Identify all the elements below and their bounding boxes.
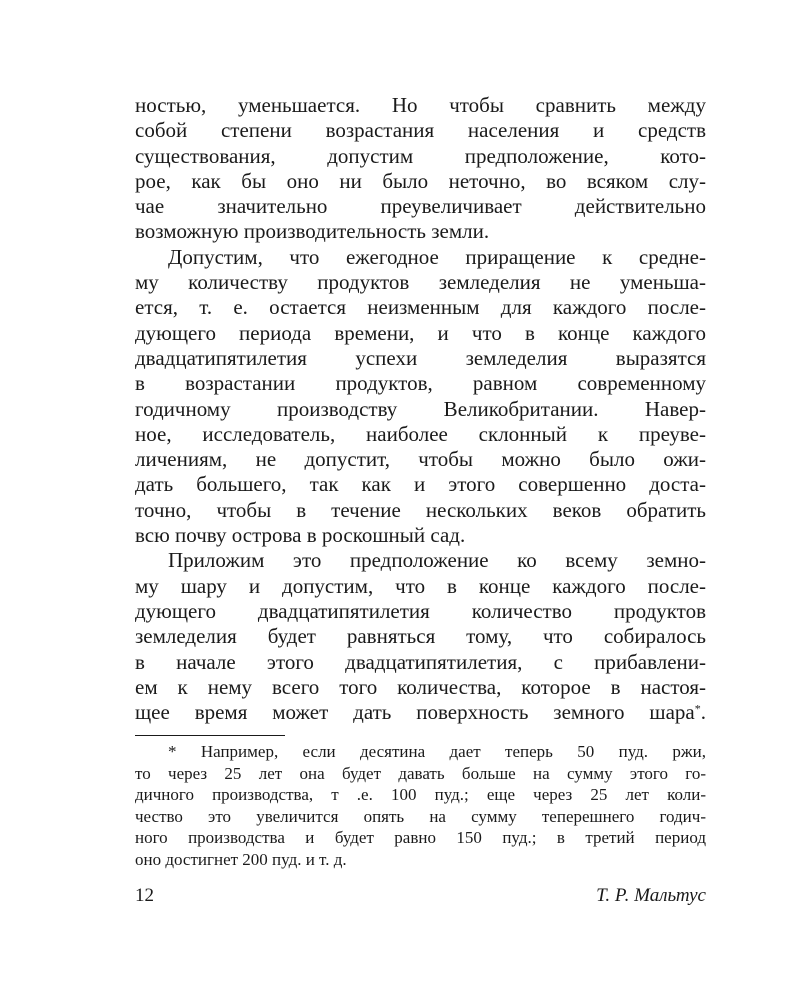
- book-page: [135, 93, 706, 870]
- footnote-line: * Например, если десятина дает теперь 50 пуд. ржи,: [168, 742, 706, 762]
- footnote-reference-mark: *: [694, 701, 701, 716]
- footnote-line: то через 25 лет она будет давать больше на сумму этого го-: [135, 763, 706, 783]
- footnote: [135, 741, 706, 870]
- text-line-content: щее время может дать поверхность земного шара: [135, 700, 695, 725]
- text-line: в возрастании продуктов, равном современному: [135, 371, 706, 396]
- text-line: в начале этого двадцатипятилетия, с прибавлени-: [135, 649, 706, 674]
- text-line: дать большего, так как и этого совершенно доста-: [135, 472, 706, 497]
- footnote-line: дичного производства, т .е. 100 пуд.; еще через 25 лет коли-: [135, 785, 706, 805]
- text-line: ностью, уменьшается. Но чтобы сравнить между: [135, 93, 706, 117]
- text-line: возможную производительность земли.: [135, 219, 490, 244]
- text-line: двадцатипятилетия успехи земледелия выразятся: [135, 345, 706, 370]
- text-line-final: [135, 700, 706, 725]
- text-line: чае значительно преувеличивает действительно: [135, 194, 706, 219]
- text-line: дующего периода времени, и что в конце каждого: [135, 320, 706, 345]
- text-line: точно, чтобы в течение нескольких веков обратить: [135, 497, 706, 522]
- page-footer: [135, 885, 706, 909]
- text-line: му шару и допустим, что в конце каждого после-: [135, 573, 706, 598]
- paragraph-3: [135, 548, 706, 725]
- text-line: Допустим, что ежегодное приращение к средне-: [168, 244, 706, 269]
- text-line: ем к нему всего того количества, которое в настоя-: [135, 674, 706, 699]
- text-line: существования, допустим предположение, кото-: [135, 143, 706, 168]
- text-line: личениям, не допустит, чтобы можно было ожи-: [135, 447, 706, 472]
- text-line: ется, т. е. остается неизменным для каждого после-: [135, 295, 706, 320]
- footnote-separator: [135, 735, 285, 736]
- text-line: годичному производству Великобритании. Навер-: [135, 396, 706, 421]
- text-line: ное, исследователь, наиболее склонный к преуве-: [135, 421, 706, 446]
- text-line: дующего двадцатипятилетия количество продуктов: [135, 598, 706, 623]
- final-punctuation: .: [700, 700, 706, 725]
- text-line: собой степени возрастания населения и средств: [135, 118, 706, 143]
- running-author: Т. Р. Мальтус: [596, 885, 706, 906]
- paragraph-1: [135, 93, 706, 245]
- page-number: 12: [135, 885, 154, 906]
- text-line: всю почву острова в роскошный сад.: [135, 523, 466, 548]
- text-line: рое, как бы оно ни было неточно, во всяком слу-: [135, 168, 706, 193]
- footnote-line: ного производства и будет равно 150 пуд.; в третий период: [135, 828, 706, 848]
- footnote-line: чество это увеличится опять на сумму теперешнего годич-: [135, 806, 706, 826]
- text-line: му количеству продуктов земледелия не уменьша-: [135, 270, 706, 295]
- text-line: Приложим это предположение ко всему земно-: [168, 548, 706, 573]
- text-line: земледелия будет равняться тому, что собиралось: [135, 624, 706, 649]
- paragraph-2: [135, 245, 706, 549]
- footnote-line: оно достигнет 200 пуд. и т. д.: [135, 849, 347, 869]
